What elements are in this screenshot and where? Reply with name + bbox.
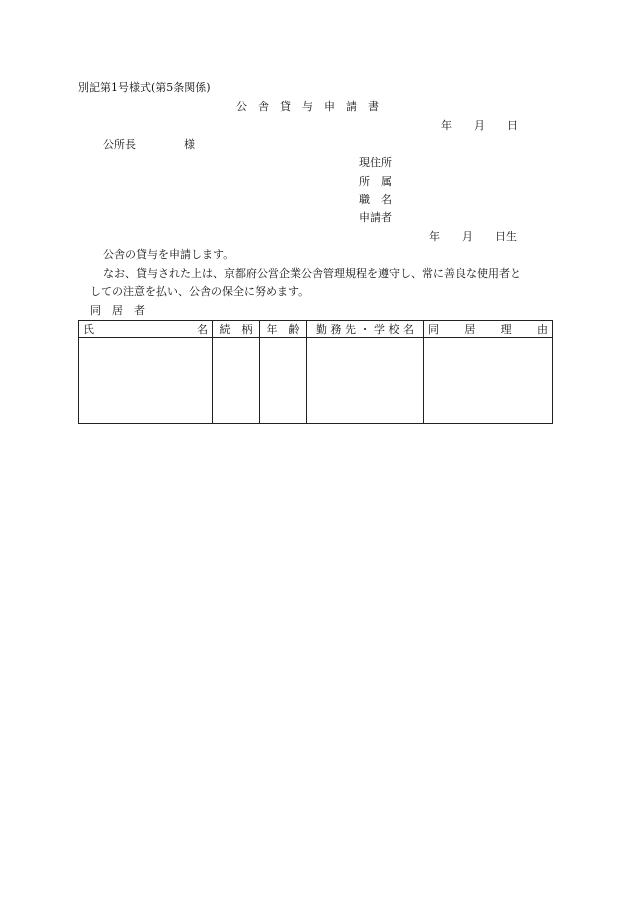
field-address-label: 現住所 (359, 156, 392, 169)
field-position-label: 職 名 (359, 193, 392, 206)
body-line-2: なお、貸与された上は、京都府公営企業公舎管理規程を遵守し、常に善良な使用者と (103, 267, 521, 280)
cell-relation[interactable] (213, 338, 260, 424)
field-applicant-label: 申請者 (359, 211, 392, 224)
header-reason-4: 由 (536, 323, 548, 336)
header-name (79, 321, 213, 338)
document-title: 公 舎 貸 与 申 請 書 (236, 100, 379, 113)
header-name-left: 氏 (83, 323, 94, 336)
table-row (79, 338, 553, 424)
field-affiliation-label: 所 属 (359, 175, 392, 188)
cohabitants-label: 同 居 者 (90, 304, 145, 317)
cell-reason[interactable] (424, 338, 553, 424)
form-label: 別記第1号様式(第5条関係) (78, 81, 211, 94)
header-reason-1: 同 (428, 323, 439, 336)
cell-workplace[interactable] (307, 338, 424, 424)
header-age: 年 齢 (260, 321, 307, 338)
recipient-title: 公所長 (103, 138, 136, 151)
header-reason-2: 居 (464, 323, 476, 336)
cell-age[interactable] (260, 338, 307, 424)
application-date: 年 月 日 (441, 119, 518, 132)
header-name-right: 名 (197, 323, 208, 336)
header-reason (424, 321, 553, 338)
body-line-1: 公舎の貸与を申請します。 (103, 248, 235, 261)
birth-date: 年 月 日生 (429, 230, 517, 243)
body-line-3: しての注意を払い、公舎の保全に努めます。 (90, 285, 310, 298)
cell-name[interactable] (79, 338, 213, 424)
header-workplace: 勤 務 先 ・ 学 校 名 (307, 321, 424, 338)
cohabitants-table (78, 320, 553, 424)
header-relation: 続 柄 (213, 321, 260, 338)
header-reason-3: 理 (500, 323, 512, 336)
table-header-row (79, 321, 553, 338)
recipient-honorific: 様 (184, 138, 195, 151)
